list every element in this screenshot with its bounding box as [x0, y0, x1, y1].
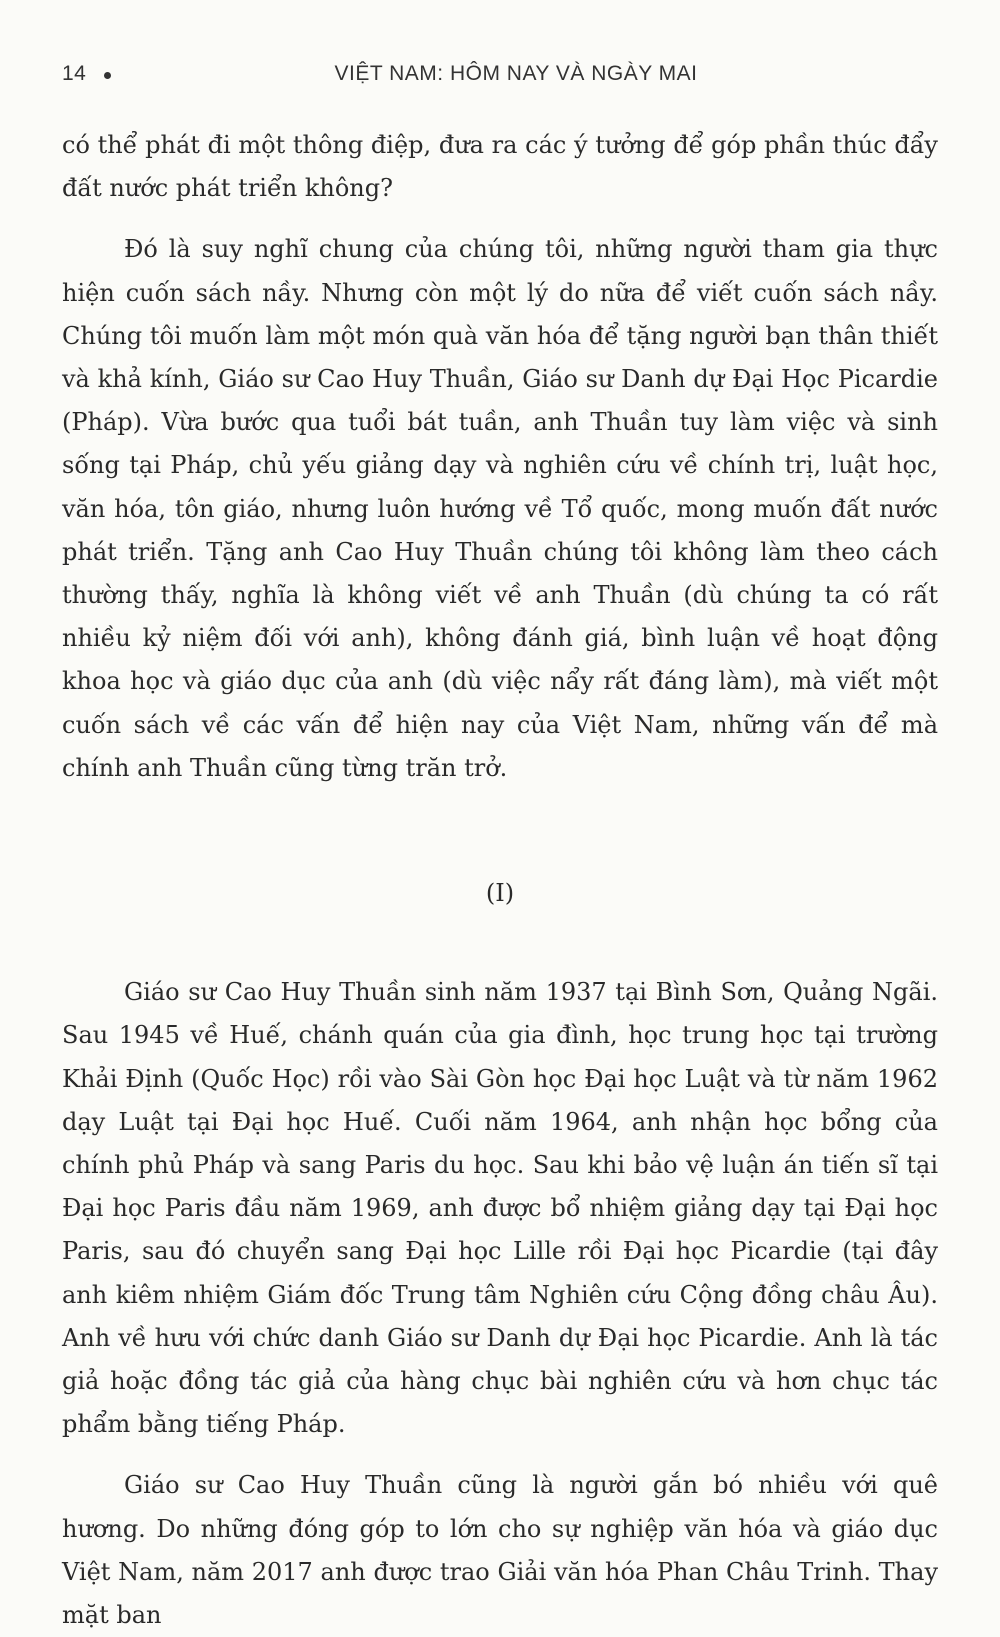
page-number: 14	[62, 62, 87, 85]
paragraph-continuation: có thể phát đi một thông điệp, đưa ra các ý tưởng để góp phần thúc đẩy đất nước phát triển không?	[62, 131, 938, 203]
page-body	[62, 124, 938, 1637]
paragraph: Giáo sư Cao Huy Thuần sinh năm 1937 tại Bình Sơn, Quảng Ngãi. Sau 1945 về Huế, chánh quán của gia đình, học trung học tại trường Khải Định (Quốc Học) rồi vào Sài Gòn học Đại học Luật và từ năm 1962 dạy Luật tại Đại học Huế. Cuối năm 1964, anh nhận học bổng của chính phủ Pháp và sang Paris du học. Sau khi bảo vệ luận án tiến sĩ tại Đại học Paris đầu năm 1969, anh được bổ nhiệm giảng dạy tại Đại học Paris, sau đó chuyển sang Đại học Lille rồi Đại học Picardie (tại đây anh kiêm nhiệm Giám đốc Trung tâm Nghiên cứu Cộng đồng châu Âu). Anh về hưu với chức danh Giáo sư Danh dự Đại học Picardie. Anh là tác giả hoặc đồng tác giả của hàng chục bài nghiên cứu và hơn chục tác phẩm bằng tiếng Pháp.	[62, 978, 938, 1439]
section-heading: (I)	[485, 879, 515, 908]
page-header	[62, 62, 930, 92]
paragraph: Giáo sư Cao Huy Thuần cũng là người gắn bó nhiều với quê hương. Do những đóng góp to lớn cho sự nghiệp văn hóa và giáo dục Việt Nam, năm 2017 anh được trao Giải văn hóa Phan Châu Trinh. Thay mặt ban	[62, 1471, 938, 1630]
running-title: VIỆT NAM: HÔM NAY VÀ NGÀY MAI	[334, 62, 698, 85]
paragraph: Đó là suy nghĩ chung của chúng tôi, những người tham gia thực hiện cuốn sách nầy. Nhưng còn một lý do nữa để viết cuốn sách nầy. Chúng tôi muốn làm một món quà văn hóa để tặng người bạn thân thiết và khả kính, Giáo sư Cao Huy Thuần, Giáo sư Danh dự Đại Học Picardie (Pháp). Vừa bước qua tuổi bát tuần, anh Thuần tuy làm việc và sinh sống tại Pháp, chủ yếu giảng dạy và nghiên cứu về chính trị, luật học, văn hóa, tôn giáo, nhưng luôn hướng về Tổ quốc, mong muốn đất nước phát triển. Tặng anh Cao Huy Thuần chúng tôi không làm theo cách thường thấy, nghĩa là không viết về anh Thuần (dù chúng ta có rất nhiều kỷ niệm đối với anh), không đánh giá, bình luận về hoạt động khoa học và giáo dục của anh (dù việc nẩy rất đáng làm), mà viết một cuốn sách về các vấn để hiện nay của Việt Nam, những vấn để mà chính anh Thuần cũng từng trăn trở.	[62, 235, 938, 782]
